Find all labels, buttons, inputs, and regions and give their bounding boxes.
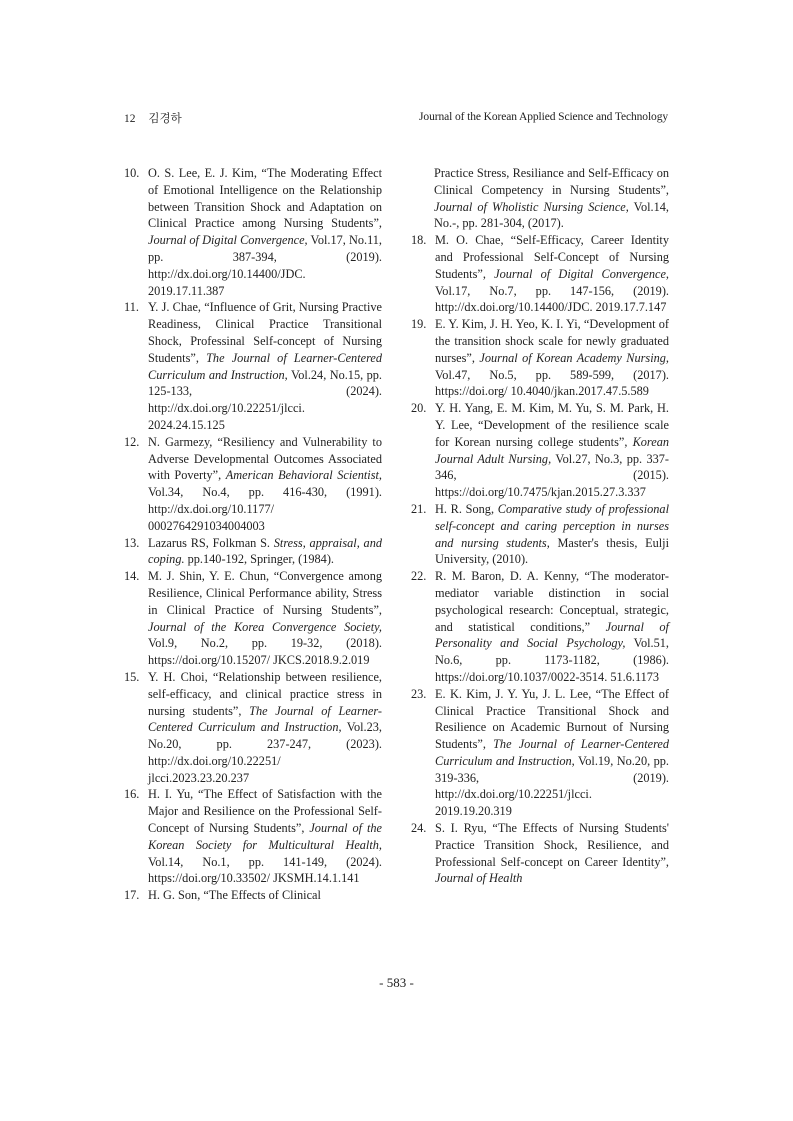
reference-number: 23. bbox=[411, 686, 427, 701]
reference-continuation: Practice Stress, Resiliance and Self-Efficacy on Clinical Competency in Nursing Students”, Journal of Wholistic Nursing Science, Vol.14, No.-, pp. 281-304, (2017). bbox=[434, 166, 669, 231]
reference-text: M. O. Chae, “Self-Efficacy, Career Identity and Professional Self-Concept of Nursing Students”, Journal of Digital Convergence, Vol.17, No.7, pp. 147-156, (2019). http://dx.doi.org/10.14400/JDC. 2019.17.7.147 bbox=[435, 233, 670, 315]
reference-item bbox=[411, 232, 669, 316]
reference-text: O. S. Lee, E. J. Kim, “The Moderating Effect of Emotional Intelligence on the Relationship between Transition Shock and Adaptation on Clinical Practice among Nursing Students”, Journal of Digital Convergence, Vol.17, No.11, pp. 387-394, (2019). http://dx.doi.org/10.14400/JDC. 2019.17.11.387 bbox=[148, 166, 383, 298]
reference-number: 24. bbox=[411, 821, 427, 836]
reference-number: 14. bbox=[124, 569, 140, 584]
reference-number: 16. bbox=[124, 787, 140, 802]
reference-item bbox=[411, 686, 669, 820]
reference-number: 19. bbox=[411, 317, 427, 332]
reference-item bbox=[411, 316, 669, 400]
header-author: 김경하 bbox=[148, 113, 182, 125]
reference-text: H. G. Son, “The Effects of Clinical bbox=[148, 888, 321, 903]
reference-item bbox=[124, 786, 382, 887]
reference-number: 18. bbox=[411, 233, 427, 248]
reference-text: H. I. Yu, “The Effect of Satisfaction with the Major and Resilience on the Professional Self-Concept of Nursing Students”, Journal of the Korean Society for Multicultural Health, Vol.14, No.1, pp. 141-149, (2024). https://doi.org/10.33502/ JKSMH.14.1.141 bbox=[148, 787, 382, 886]
reference-number: 10. bbox=[124, 166, 140, 180]
reference-text: M. J. Shin, Y. E. Chun, “Convergence among Resilience, Clinical Performance ability, Stress in Clinical Practice of Nursing Students”, Journal of the Korea Convergence Society, Vol.9, No.2, pp. 19-32, (2018). https://doi.org/10.15207/ JKCS.2018.9.2.019 bbox=[148, 569, 382, 668]
reference-item bbox=[124, 299, 382, 433]
reference-text: Y. J. Chae, “Influence of Grit, Nursing Practive Readiness, Clinical Practice Transitional Shock, Professinal Self-concept of Nursing Students”, The Journal of Learner-Centered Curriculum and Instruction, Vol.24, No.15, pp. 125-133, (2024). http://dx.doi.org/10.22251/jlcci. 2024.24.15.125 bbox=[148, 300, 383, 432]
header-page-number: 12 bbox=[124, 113, 136, 125]
reference-item bbox=[124, 434, 382, 535]
reference-item bbox=[124, 669, 382, 787]
reference-number: 17. bbox=[124, 888, 140, 903]
reference-number: 11. bbox=[124, 300, 139, 315]
header-left bbox=[124, 110, 192, 126]
reference-text: Lazarus RS, Folkman S. Stress, appraisal, and coping. pp.140-192, Springer, (1984). bbox=[148, 535, 382, 567]
reference-number: 15. bbox=[124, 669, 140, 684]
reference-number: 21. bbox=[411, 501, 427, 516]
reference-text: E. Y. Kim, J. H. Yeo, K. I. Yi, “Development of the transition shock scale for newly graduated nurses”, Journal of Korean Academy Nursing, Vol.47, No.5, pp. 589-599, (2017). https://doi.org/ 10.4040/jkan.2017.47.5.589 bbox=[435, 317, 669, 399]
reference-item bbox=[411, 400, 669, 501]
reference-text: H. R. Song, Comparative study of professional self-concept and caring perception in nurses and nursing students, Master's thesis, Eulji University, (2010). bbox=[435, 501, 669, 567]
reference-number: 20. bbox=[411, 401, 427, 416]
reference-item bbox=[411, 501, 669, 568]
page-footer-number: - 583 - bbox=[379, 975, 414, 990]
reference-item bbox=[411, 568, 669, 686]
reference-item bbox=[124, 535, 382, 569]
reference-text: Y. H. Yang, E. M. Kim, M. Yu, S. M. Park, H. Y. Lee, “Development of the resilience scale for Korean nursing college students”, Korean Journal Adult Nursing, Vol.27, No.3, pp. 337-346, (2015). https://doi.org/10.7475/kjan.2015.27.3.337 bbox=[435, 401, 670, 500]
reference-number: 13. bbox=[124, 535, 140, 550]
reference-text: S. I. Ryu, “The Effects of Nursing Students' Practice Transition Shock, Resilience, and Professional Self-concept on Career Identity”, Journal of Health bbox=[435, 821, 669, 886]
reference-text: N. Garmezy, “Resiliency and Vulnerability to Adverse Developmental Outcomes Associated with Poverty”, American Behavioral Scientist, Vol.34, No.4, pp. 416-430, (1991). http://dx.doi.org/10.1177/ 0002764291034004003 bbox=[148, 434, 382, 533]
reference-item bbox=[124, 887, 382, 904]
references-column-right bbox=[411, 165, 669, 887]
header-journal-title: Journal of the Korean Applied Science and Technology bbox=[419, 111, 668, 123]
reference-text: R. M. Baron, D. A. Kenny, “The moderator-mediator variable distinction in social psychological research: Conceptual, strategic, and statistical conditions,” Journal of Personality and Social Psychology, Vol.51, No.6, pp. 1173-1182, (1986). https://doi.org/10.1037/0022-3514. 51.6.1173 bbox=[435, 569, 669, 684]
reference-number: 22. bbox=[411, 569, 427, 584]
reference-item bbox=[124, 568, 382, 669]
reference-text: E. K. Kim, J. Y. Yu, J. L. Lee, “The Effect of Clinical Practice Transitional Shock and Resilience on Academic Burnout of Nursing Students”, The Journal of Learner-Centered Curriculum and Instruction, Vol.19, No.20, pp. 319-336, (2019). http://dx.doi.org/10.22251/jlcci. 2019.19.20.319 bbox=[435, 686, 670, 819]
reference-item bbox=[411, 820, 669, 887]
reference-item bbox=[124, 165, 382, 299]
reference-number: 12. bbox=[124, 434, 140, 449]
references-column-left bbox=[124, 165, 382, 904]
reference-text: Y. H. Choi, “Relationship between resilience, self-efficacy, and clinical practice stress in nursing students”, The Journal of Learner-Centered Curriculum and Instruction, Vol.23, No.20, pp. 237-247, (2023). http://dx.doi.org/10.22251/ jlcci.2023.23.20.237 bbox=[148, 669, 382, 785]
